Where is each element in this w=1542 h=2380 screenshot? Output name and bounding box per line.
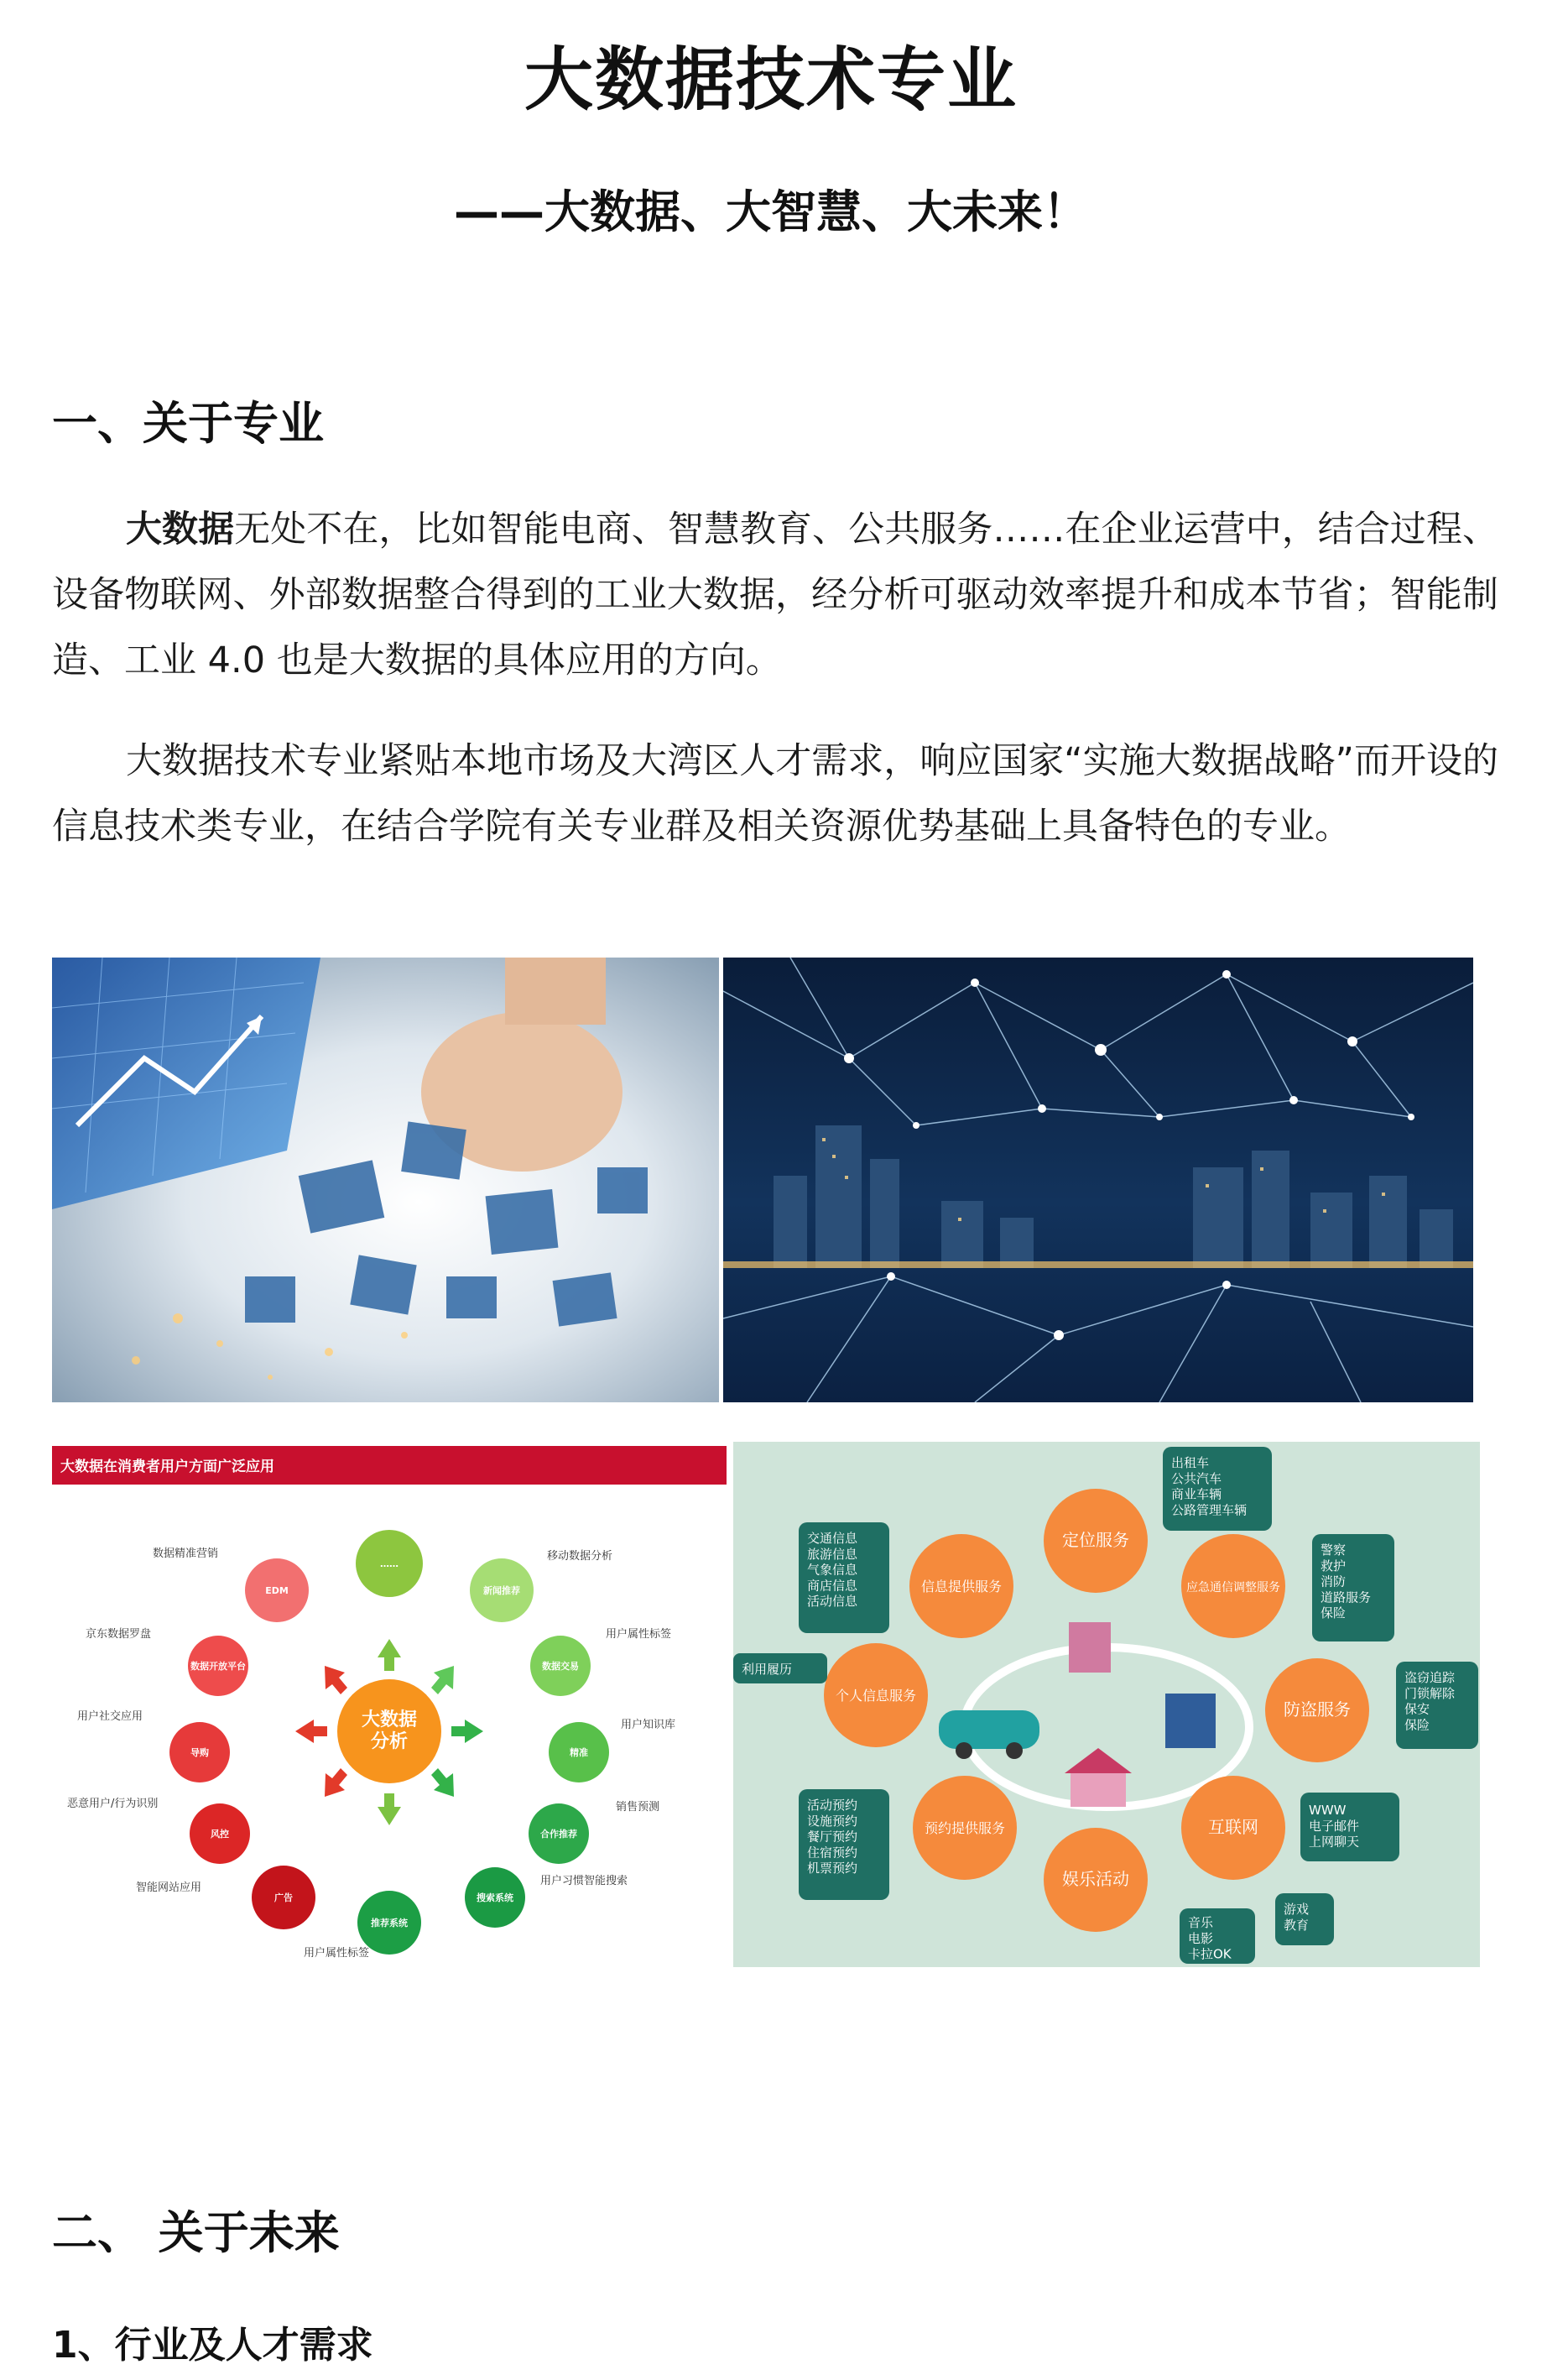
- box-game-text: 游戏教育: [1284, 1902, 1310, 1933]
- node-1-label: 新闻推荐: [483, 1585, 520, 1596]
- outer-label-2: 京东数据罗盘: [86, 1628, 152, 1641]
- circle-internet-label: 互联网: [1208, 1817, 1258, 1837]
- box-resume-text: 利用履历: [742, 1662, 793, 1677]
- node-7-label: 广告: [274, 1892, 293, 1903]
- box-theft-text: 盗窃追踪门锁解除保安保险: [1404, 1670, 1456, 1733]
- box-taxi-text: 出租车公共汽车商业车辆公路管理车辆: [1171, 1455, 1248, 1518]
- box-booking-text: 活动预约设施预约餐厅预约住宿预约机票预约: [807, 1798, 858, 1876]
- node-2-label: 数据交易: [542, 1661, 579, 1672]
- box-music-text: 音乐电影卡拉OK: [1188, 1915, 1232, 1962]
- box-emergency-text: 警察救护消防道路服务保险: [1321, 1542, 1372, 1621]
- page-subtitle: ——大数据、大智慧、大未来！: [454, 185, 1088, 238]
- box-web-text: WWW 电子邮件上网聊天: [1309, 1803, 1360, 1850]
- circle-emergency-label: 应急通信调整服务: [1186, 1581, 1280, 1594]
- node-0-label: ……: [380, 1558, 399, 1569]
- box-info-text: 交通信息旅游信息气象信息商店信息活动信息: [807, 1531, 858, 1609]
- outer-label-9: 用户习惯智能搜索: [540, 1875, 628, 1887]
- circle-theft-label: 防盗服务: [1284, 1699, 1351, 1720]
- city-network-image: [723, 958, 1473, 1402]
- node-4-label: 合作推荐: [540, 1829, 577, 1840]
- consumer-bigdata-diagram: [52, 1446, 727, 1968]
- diagram-banner-text: 大数据在消费者用户方面广泛应用: [60, 1459, 274, 1475]
- circle-personal-label: 个人信息服务: [835, 1688, 917, 1704]
- node-9-label: 导购: [190, 1747, 209, 1758]
- node-11-label: EDM: [265, 1585, 289, 1596]
- outer-label-3: 用户属性标签: [606, 1628, 672, 1641]
- section-heading-about-major: 一、关于专业: [52, 397, 324, 450]
- circle-entertainment-label: 娱乐活动: [1062, 1869, 1129, 1889]
- outer-label-8: 智能网站应用: [136, 1882, 202, 1894]
- node-10-label: 数据开放平台: [190, 1661, 246, 1672]
- outer-label-6: 恶意用户/行为识别: [67, 1798, 159, 1810]
- paragraph-intro-bold: 大数据: [126, 509, 235, 551]
- outer-label-1: 移动数据分析: [547, 1550, 613, 1563]
- sub-heading-industry-talent: 1、行业及人才需求: [52, 2324, 373, 2367]
- outer-label-0: 数据精准营销: [153, 1548, 219, 1560]
- circle-booking-label: 预约提供服务: [924, 1820, 1006, 1836]
- outer-label-10: 用户属性标签: [304, 1947, 370, 1960]
- page-title: 大数据技术专业: [524, 40, 1018, 120]
- node-8-label: 风控: [211, 1829, 229, 1840]
- hand-data-screens-image: [52, 958, 719, 1402]
- paragraph-intro: [52, 497, 1498, 693]
- paragraph-major-desc: 大数据技术专业紧贴本地市场及大湾区人才需求，响应国家“实施大数据战略”而开设的信息技术类专业，在结合学院有关专业群及相关资源优势基础上具备特色的专业。: [52, 740, 1498, 848]
- node-3-label: 精准: [570, 1747, 588, 1758]
- car-services-diagram: [733, 1442, 1480, 1967]
- node-6-label: 推荐系统: [371, 1918, 408, 1929]
- outer-label-7: 销售预测: [616, 1801, 660, 1814]
- center-label: 大数据分析: [361, 1709, 418, 1753]
- circle-positioning-label: 定位服务: [1062, 1530, 1129, 1550]
- circle-info-label: 信息提供服务: [920, 1579, 1003, 1594]
- paragraph-intro-text: 无处不在，比如智能电商、智慧教育、公共服务……在企业运营中，结合过程、设备物联网、外部数据整合得到的工业大数据，经分析可驱动效率提升和成本节省；智能制造、工业 4.0 也是大数据的具体应用的方向。: [52, 509, 1499, 681]
- outer-label-5: 用户知识库: [621, 1719, 676, 1731]
- section-heading-about-future: 二、 关于未来: [52, 2206, 340, 2259]
- node-5-label: 搜索系统: [477, 1892, 513, 1903]
- outer-label-4: 用户社交应用: [77, 1710, 143, 1723]
